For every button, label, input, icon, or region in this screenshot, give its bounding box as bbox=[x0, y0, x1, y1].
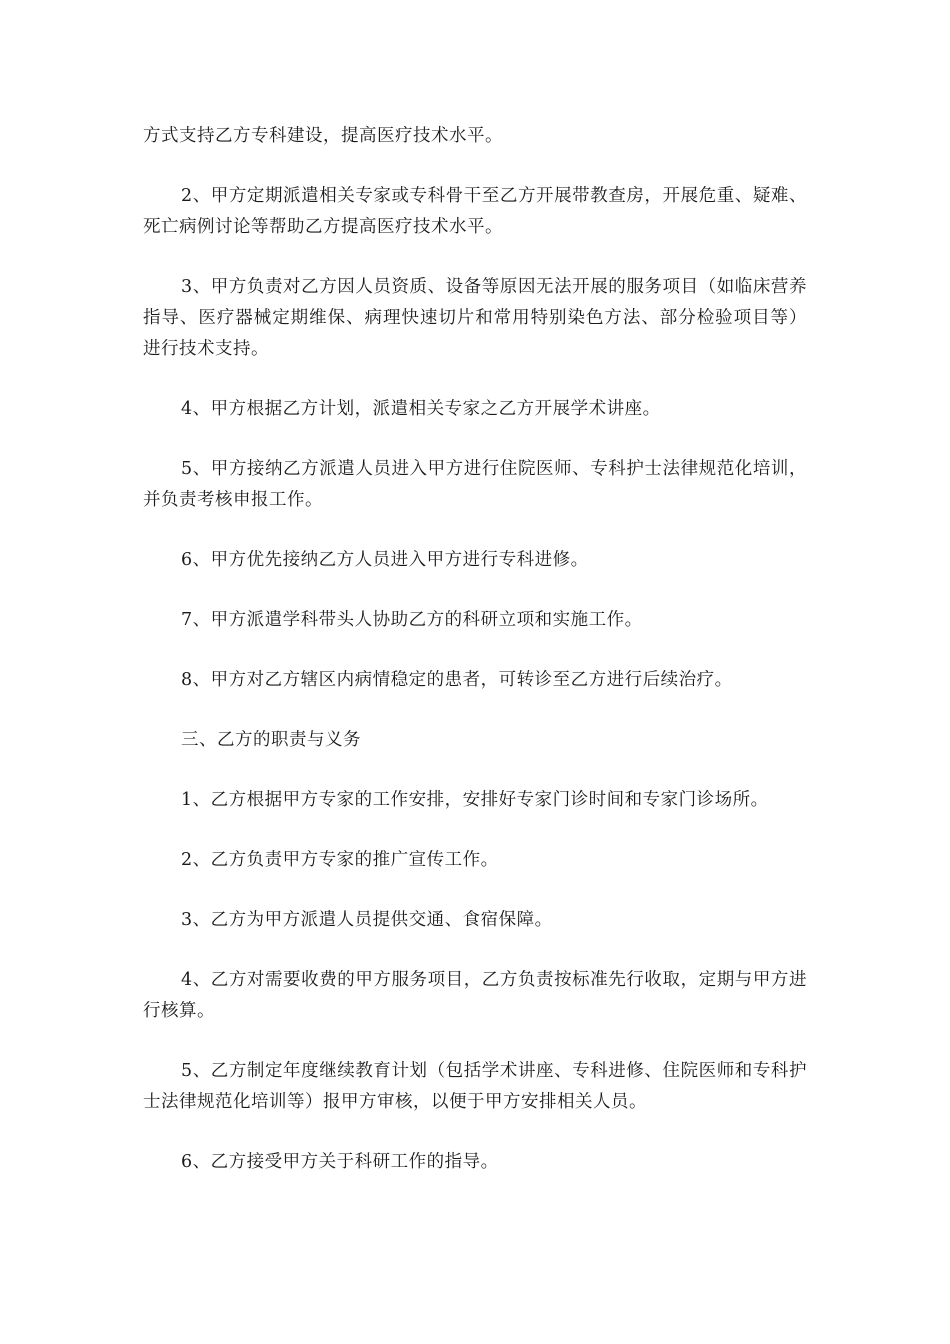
paragraph-continuation: 方式支持乙方专科建设，提高医疗技术水平。 bbox=[143, 126, 503, 146]
document-body bbox=[143, 121, 807, 1207]
paragraph-party-a-item-8: 8、甲方对乙方辖区内病情稳定的患者，可转诊至乙方进行后续治疗。 bbox=[181, 670, 733, 690]
paragraph-party-b-item-1: 1、乙方根据甲方专家的工作安排，安排好专家门诊时间和专家门诊场所。 bbox=[181, 790, 769, 810]
paragraph-party-a-item-3: 3、甲方负责对乙方因人员资质、设备等原因无法开展的服务项目（如临床营养指导、医疗器械定期维保、病理快速切片和常用特别染色方法、部分检验项目等）进行技术支持。 bbox=[143, 277, 807, 359]
paragraph-party-b-item-4: 4、乙方对需要收费的甲方服务项目，乙方负责按标准先行收取，定期与甲方进行核算。 bbox=[143, 970, 807, 1021]
paragraph-party-b-item-3: 3、乙方为甲方派遣人员提供交通、食宿保障。 bbox=[181, 910, 553, 930]
paragraph-party-b-item-2: 2、乙方负责甲方专家的推广宣传工作。 bbox=[181, 850, 499, 870]
paragraph-party-a-item-4: 4、甲方根据乙方计划，派遣相关专家之乙方开展学术讲座。 bbox=[181, 399, 661, 419]
paragraph-party-b-item-6: 6、乙方接受甲方关于科研工作的指导。 bbox=[181, 1152, 499, 1172]
paragraph-party-a-item-7: 7、甲方派遣学科带头人协助乙方的科研立项和实施工作。 bbox=[181, 610, 643, 630]
paragraph-party-b-item-5: 5、乙方制定年度继续教育计划（包括学术讲座、专科进修、住院医师和专科护士法律规范化培训等）报甲方审核，以便于甲方安排相关人员。 bbox=[143, 1061, 807, 1112]
paragraph-party-a-item-5: 5、甲方接纳乙方派遣人员进入甲方进行住院医师、专科护士法律规范化培训，并负责考核申报工作。 bbox=[143, 459, 807, 510]
section-heading-party-b: 三、乙方的职责与义务 bbox=[181, 730, 361, 750]
paragraph-party-a-item-2: 2、甲方定期派遣相关专家或专科骨干至乙方开展带教查房，开展危重、疑难、死亡病例讨论等帮助乙方提高医疗技术水平。 bbox=[143, 186, 807, 237]
paragraph-party-a-item-6: 6、甲方优先接纳乙方人员进入甲方进行专科进修。 bbox=[181, 550, 589, 570]
